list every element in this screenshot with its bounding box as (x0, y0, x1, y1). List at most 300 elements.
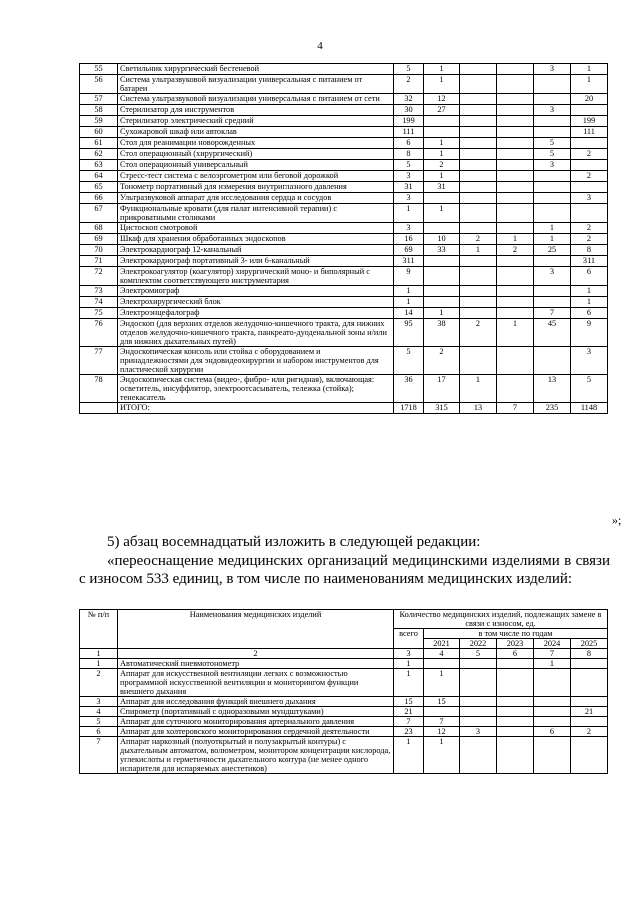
quantity-cell: 1 (424, 737, 460, 774)
table-row (80, 375, 608, 403)
quantity-cell (497, 375, 534, 403)
quantity-cell: 1 (424, 308, 460, 319)
quantity-cell: 21 (571, 707, 608, 717)
item-name-cell: Аппарат наркозный (полуоткрытый и полузакрытый контуры) с дыхательным автоматом, волюметром, монитором концентрации кислорода, углекислоты и герметичности дыхательного контура (не менее одного испарителя для испаряемых анестетиков) (118, 737, 394, 774)
column-number: 5 (460, 649, 497, 659)
quantity-cell (497, 105, 534, 116)
quantity-cell: 3 (534, 267, 571, 286)
quantity-cell (497, 138, 534, 149)
quantity-cell (571, 160, 608, 171)
table-row (80, 659, 608, 669)
quantity-cell (460, 64, 497, 75)
quantity-cell (460, 182, 497, 193)
header-year: 2023 (497, 639, 534, 649)
quantity-cell: 3 (571, 347, 608, 375)
quantity-cell (497, 297, 534, 308)
item-name-cell: Электроэнцефалограф (118, 308, 394, 319)
quantity-cell (460, 267, 497, 286)
quantity-cell: 1 (394, 659, 424, 669)
quantity-cell (497, 116, 534, 127)
quantity-cell: 3 (534, 105, 571, 116)
quantity-cell: 9 (571, 319, 608, 347)
quantity-cell (534, 116, 571, 127)
quantity-cell (534, 669, 571, 697)
header-by-years: в том числе по годам (424, 629, 608, 639)
row-number-cell: 60 (80, 127, 118, 138)
equipment-table-continued (79, 63, 608, 414)
quantity-cell: 2 (424, 160, 460, 171)
quantity-cell: 15 (424, 697, 460, 707)
quantity-cell: 21 (394, 707, 424, 717)
item-name-cell: Стол операционный универсальный (118, 160, 394, 171)
table-row (80, 707, 608, 717)
quantity-cell (460, 223, 497, 234)
table-row (80, 105, 608, 116)
quantity-cell (497, 160, 534, 171)
quantity-cell: 2 (571, 149, 608, 160)
quantity-cell (424, 127, 460, 138)
quantity-cell: 3 (394, 171, 424, 182)
quantity-cell: 2 (424, 347, 460, 375)
quantity-cell: 1 (424, 669, 460, 697)
quantity-cell: 31 (424, 182, 460, 193)
quantity-cell (497, 727, 534, 737)
quantity-cell: 2 (460, 234, 497, 245)
quantity-cell (497, 127, 534, 138)
item-name-cell: Эндоскопическая система (видео-, фибро- или ригидная), включающая: осветитель, инсуффлятор, электроотсасыватель, тележка (стойка); тенекасатель (118, 375, 394, 403)
column-number: 4 (424, 649, 460, 659)
table-row (80, 94, 608, 105)
quantity-cell (497, 347, 534, 375)
quantity-cell: 315 (424, 403, 460, 414)
item-name-cell: Стол для реанимации новорожденных (118, 138, 394, 149)
quantity-cell (534, 297, 571, 308)
quantity-cell: 1 (424, 64, 460, 75)
row-number-cell: 5 (80, 717, 118, 727)
quantity-cell (460, 707, 497, 717)
row-number-cell: 2 (80, 669, 118, 697)
quantity-cell (497, 659, 534, 669)
quantity-cell: 38 (424, 319, 460, 347)
item-name-cell: Электрокардиограф 12-канальный (118, 245, 394, 256)
quantity-cell (460, 308, 497, 319)
row-number-cell: 70 (80, 245, 118, 256)
quantity-cell (497, 737, 534, 774)
table-row (80, 669, 608, 697)
header-name: Наименования медицинских изделий (118, 610, 394, 649)
quantity-cell (497, 256, 534, 267)
quantity-cell: 3 (394, 193, 424, 204)
quantity-cell: 17 (424, 375, 460, 403)
quantity-cell (497, 697, 534, 707)
quantity-cell (534, 171, 571, 182)
quantity-cell (497, 64, 534, 75)
quantity-cell: 6 (394, 138, 424, 149)
quantity-cell: 1 (424, 138, 460, 149)
quantity-cell: 235 (534, 403, 571, 414)
table-row (80, 171, 608, 182)
row-number-cell: 66 (80, 193, 118, 204)
quantity-cell: 5 (394, 160, 424, 171)
quantity-cell: 1 (571, 297, 608, 308)
quantity-cell: 3 (394, 223, 424, 234)
header-total: всего (394, 629, 424, 649)
quantity-cell: 10 (424, 234, 460, 245)
quantity-cell: 2 (571, 234, 608, 245)
row-number-cell: 58 (80, 105, 118, 116)
item-name-cell: Эндоскопическая консоль или стойка с оборудованием и принадлежностями для эндовидеохирургии и набором инструментов для пластической хирургии (118, 347, 394, 375)
quantity-cell (460, 697, 497, 707)
table-row (80, 727, 608, 737)
row-number-cell: 1 (80, 659, 118, 669)
header-year: 2022 (460, 639, 497, 649)
quantity-cell (497, 717, 534, 727)
item-name-cell: Эндоскоп (для верхних отделов желудочно-кишечного тракта, для нижних отделов желудочно-кишечного тракта, панкреато-дуоденальной зоны и/или для нижних дыхательных путей) (118, 319, 394, 347)
column-number: 1 (80, 649, 118, 659)
quantity-cell (460, 94, 497, 105)
row-number-cell: 3 (80, 697, 118, 707)
row-number-cell: 57 (80, 94, 118, 105)
quantity-cell: 1 (497, 234, 534, 245)
row-number-cell: 69 (80, 234, 118, 245)
quantity-cell: 1 (534, 659, 571, 669)
quantity-cell (571, 182, 608, 193)
table-row (80, 127, 608, 138)
quantity-cell (424, 297, 460, 308)
quantity-cell: 111 (571, 127, 608, 138)
quantity-cell: 12 (424, 94, 460, 105)
quantity-cell (460, 256, 497, 267)
column-number: 7 (534, 649, 571, 659)
quantity-cell: 199 (394, 116, 424, 127)
row-number-cell: 62 (80, 149, 118, 160)
table-row (80, 245, 608, 256)
quantity-cell (571, 138, 608, 149)
header-quantity: Количество медицинских изделий, подлежащих замене в связи с износом, ед. (394, 610, 608, 629)
row-number-cell: 67 (80, 204, 118, 223)
quantity-cell (424, 707, 460, 717)
quantity-cell (534, 737, 571, 774)
item-name-cell: Шкаф для хранения обработанных эндоскопов (118, 234, 394, 245)
quantity-cell: 311 (394, 256, 424, 267)
quantity-cell: 1 (460, 245, 497, 256)
quantity-cell: 1 (394, 204, 424, 223)
quantity-cell: 13 (460, 403, 497, 414)
quantity-cell (460, 105, 497, 116)
quantity-cell: 16 (394, 234, 424, 245)
quantity-cell: 1 (534, 234, 571, 245)
amendment-paragraph-heading: 5) абзац восемнадцатый изложить в следующей редакции: (107, 534, 481, 550)
quantity-cell (534, 75, 571, 94)
quantity-cell (424, 267, 460, 286)
quantity-cell: 6 (571, 267, 608, 286)
table-row (80, 308, 608, 319)
quantity-cell: 1 (497, 319, 534, 347)
quantity-cell: 25 (534, 245, 571, 256)
quantity-cell (497, 94, 534, 105)
quantity-cell: 31 (394, 182, 424, 193)
item-name-cell: Спирометр (портативный с одноразовыми мундштуками) (118, 707, 394, 717)
header-num: № п/п (80, 610, 118, 649)
quantity-cell: 45 (534, 319, 571, 347)
quantity-cell: 12 (424, 727, 460, 737)
quantity-cell: 1 (424, 149, 460, 160)
quantity-cell (571, 204, 608, 223)
quantity-cell: 1 (394, 297, 424, 308)
table-row (80, 223, 608, 234)
item-name-cell: Система ультразвуковой визуализации универсальная с питанием от сети (118, 94, 394, 105)
quantity-cell (571, 659, 608, 669)
row-number-cell: 6 (80, 727, 118, 737)
quantity-cell: 36 (394, 375, 424, 403)
quantity-cell (497, 308, 534, 319)
quantity-cell (497, 707, 534, 717)
quantity-cell (460, 659, 497, 669)
item-name-cell: Стол операционный (хирургический) (118, 149, 394, 160)
quantity-cell (424, 116, 460, 127)
item-name-cell: ИТОГО: (118, 403, 394, 414)
quantity-cell: 2 (571, 171, 608, 182)
quantity-cell: 1 (424, 75, 460, 94)
item-name-cell: Стресс-тест система с велоэргометром или беговой дорожкой (118, 171, 394, 182)
item-name-cell: Электрокардиограф портативный 3- или 6-канальный (118, 256, 394, 267)
row-number-cell: 68 (80, 223, 118, 234)
quantity-cell: 5 (394, 347, 424, 375)
item-name-cell: Аппарат для исследования функций внешнего дыхания (118, 697, 394, 707)
table-row (80, 116, 608, 127)
quantity-cell (534, 256, 571, 267)
item-name-cell: Аппарат для искусственной вентиляции легких с возможностью программной искусственной вентиляции и мониторингом функции внешнего дыхания (118, 669, 394, 697)
row-number-cell: 73 (80, 286, 118, 297)
header-year: 2025 (571, 639, 608, 649)
header-year: 2024 (534, 639, 571, 649)
quantity-cell: 1 (424, 171, 460, 182)
row-number-cell: 56 (80, 75, 118, 94)
table-row (80, 64, 608, 75)
table-row (80, 138, 608, 149)
quantity-cell (460, 717, 497, 727)
quantity-cell: 1 (394, 669, 424, 697)
quantity-cell: 199 (571, 116, 608, 127)
row-number-cell: 74 (80, 297, 118, 308)
quantity-cell: 5 (394, 64, 424, 75)
row-number-cell: 76 (80, 319, 118, 347)
quantity-cell (460, 204, 497, 223)
item-name-cell: Аппарат для суточного мониторирования артериального давления (118, 717, 394, 727)
item-name-cell: Стерилизатор электрический средний (118, 116, 394, 127)
quantity-cell (534, 94, 571, 105)
item-name-cell: Система ультразвуковой визуализации универсальная с питанием от батареи (118, 75, 394, 94)
quantity-cell (460, 286, 497, 297)
item-name-cell: Ультразвуковой аппарат для исследования сердца и сосудов (118, 193, 394, 204)
row-number-cell (80, 403, 118, 414)
quantity-cell (497, 182, 534, 193)
quantity-cell: 5 (534, 149, 571, 160)
quantity-cell: 20 (571, 94, 608, 105)
quantity-cell (460, 669, 497, 697)
quantity-cell (497, 171, 534, 182)
page-number: 4 (317, 40, 323, 52)
quantity-cell (424, 223, 460, 234)
quantity-cell (460, 149, 497, 160)
row-number-cell: 64 (80, 171, 118, 182)
closing-quote-mark: »; (612, 513, 622, 527)
column-number: 2 (118, 649, 394, 659)
quantity-cell (534, 697, 571, 707)
quantity-cell: 3 (571, 193, 608, 204)
quantity-cell: 13 (534, 375, 571, 403)
row-number-cell: 75 (80, 308, 118, 319)
quantity-cell: 2 (497, 245, 534, 256)
quantity-cell: 1 (571, 75, 608, 94)
quantity-cell: 311 (571, 256, 608, 267)
item-name-cell: Сухожаровой шкаф или автоклав (118, 127, 394, 138)
quantity-cell (460, 138, 497, 149)
quantity-cell: 2 (571, 223, 608, 234)
table-row (80, 697, 608, 707)
quantity-cell (571, 697, 608, 707)
quantity-cell (534, 204, 571, 223)
quantity-cell (460, 127, 497, 138)
quantity-cell: 8 (394, 149, 424, 160)
quantity-cell (497, 193, 534, 204)
column-number: 6 (497, 649, 534, 659)
quantity-cell: 3 (534, 160, 571, 171)
quantity-cell (460, 160, 497, 171)
table-row (80, 319, 608, 347)
quantity-cell: 23 (394, 727, 424, 737)
quantity-cell: 1 (460, 375, 497, 403)
item-name-cell: Тонометр портативный для измерения внутриглазного давления (118, 182, 394, 193)
row-number-cell: 61 (80, 138, 118, 149)
quantity-cell (460, 116, 497, 127)
quantity-cell (460, 347, 497, 375)
quantity-cell: 7 (394, 717, 424, 727)
table-row (80, 267, 608, 286)
quantity-cell (534, 347, 571, 375)
quantity-cell (571, 737, 608, 774)
quantity-cell (534, 707, 571, 717)
amendment-paragraph-text: «переоснащение медицинских организаций медицинскими изделиями в связи с износом 533 единиц, в том числе по наименованиям медицинских изделий: (79, 553, 610, 587)
quantity-cell (497, 149, 534, 160)
column-number: 3 (394, 649, 424, 659)
quantity-cell: 1 (394, 286, 424, 297)
item-name-cell: Электрокоагулятор (коагулятор) хирургический моно- и биполярный с комплектом соответствующего инструментария (118, 267, 394, 286)
quantity-cell: 30 (394, 105, 424, 116)
quantity-cell: 5 (571, 375, 608, 403)
quantity-cell: 6 (571, 308, 608, 319)
quantity-cell (497, 75, 534, 94)
quantity-cell (497, 204, 534, 223)
quantity-cell: 8 (571, 245, 608, 256)
row-number-cell: 55 (80, 64, 118, 75)
quantity-cell: 15 (394, 697, 424, 707)
item-name-cell: Электромиограф (118, 286, 394, 297)
row-number-cell: 71 (80, 256, 118, 267)
quantity-cell (534, 182, 571, 193)
row-number-cell: 78 (80, 375, 118, 403)
table-row (80, 256, 608, 267)
quantity-cell (460, 75, 497, 94)
row-number-cell: 72 (80, 267, 118, 286)
quantity-cell: 111 (394, 127, 424, 138)
quantity-cell: 1 (424, 204, 460, 223)
table-row (80, 193, 608, 204)
quantity-cell (571, 669, 608, 697)
quantity-cell: 3 (534, 64, 571, 75)
table-row (80, 160, 608, 171)
table-row (80, 297, 608, 308)
quantity-cell (497, 669, 534, 697)
quantity-cell (460, 193, 497, 204)
quantity-cell (571, 105, 608, 116)
quantity-cell (497, 223, 534, 234)
quantity-cell: 5 (534, 138, 571, 149)
quantity-cell: 2 (394, 75, 424, 94)
quantity-cell (571, 717, 608, 727)
quantity-cell: 32 (394, 94, 424, 105)
quantity-cell (424, 256, 460, 267)
table-row (80, 182, 608, 193)
item-name-cell: Цистоскоп смотровой (118, 223, 394, 234)
table-row (80, 204, 608, 223)
row-number-cell: 4 (80, 707, 118, 717)
item-name-cell: Функциональные кровати (для палат интенсивной терапии) с прикроватными столиками (118, 204, 394, 223)
quantity-cell (534, 193, 571, 204)
quantity-cell (460, 297, 497, 308)
row-number-cell: 63 (80, 160, 118, 171)
quantity-cell: 3 (460, 727, 497, 737)
quantity-cell: 14 (394, 308, 424, 319)
equipment-replacement-table (79, 609, 608, 774)
quantity-cell: 69 (394, 245, 424, 256)
row-number-cell: 59 (80, 116, 118, 127)
column-number: 8 (571, 649, 608, 659)
row-number-cell: 65 (80, 182, 118, 193)
quantity-cell (534, 717, 571, 727)
quantity-cell: 2 (571, 727, 608, 737)
quantity-cell: 33 (424, 245, 460, 256)
item-name-cell: Аппарат для холтеровского мониторирования сердечной деятельности (118, 727, 394, 737)
row-number-cell: 7 (80, 737, 118, 774)
quantity-cell: 7 (534, 308, 571, 319)
table-row (80, 149, 608, 160)
table-row (80, 347, 608, 375)
table-row (80, 75, 608, 94)
quantity-cell (424, 659, 460, 669)
quantity-cell (424, 286, 460, 297)
quantity-cell: 1 (394, 737, 424, 774)
item-name-cell: Стерилизатор для инструментов (118, 105, 394, 116)
quantity-cell (534, 127, 571, 138)
quantity-cell (497, 267, 534, 286)
quantity-cell: 7 (497, 403, 534, 414)
quantity-cell: 1 (571, 286, 608, 297)
quantity-cell: 1 (571, 64, 608, 75)
table-row (80, 234, 608, 245)
item-name-cell: Светильник хирургический бестеневой (118, 64, 394, 75)
quantity-cell: 2 (460, 319, 497, 347)
item-name-cell: Автоматический пневмотонометр (118, 659, 394, 669)
table-row (80, 403, 608, 414)
quantity-cell: 1148 (571, 403, 608, 414)
quantity-cell (424, 193, 460, 204)
table-row (80, 286, 608, 297)
item-name-cell: Электрохирургический блок (118, 297, 394, 308)
row-number-cell: 77 (80, 347, 118, 375)
quantity-cell (460, 737, 497, 774)
quantity-cell (534, 286, 571, 297)
